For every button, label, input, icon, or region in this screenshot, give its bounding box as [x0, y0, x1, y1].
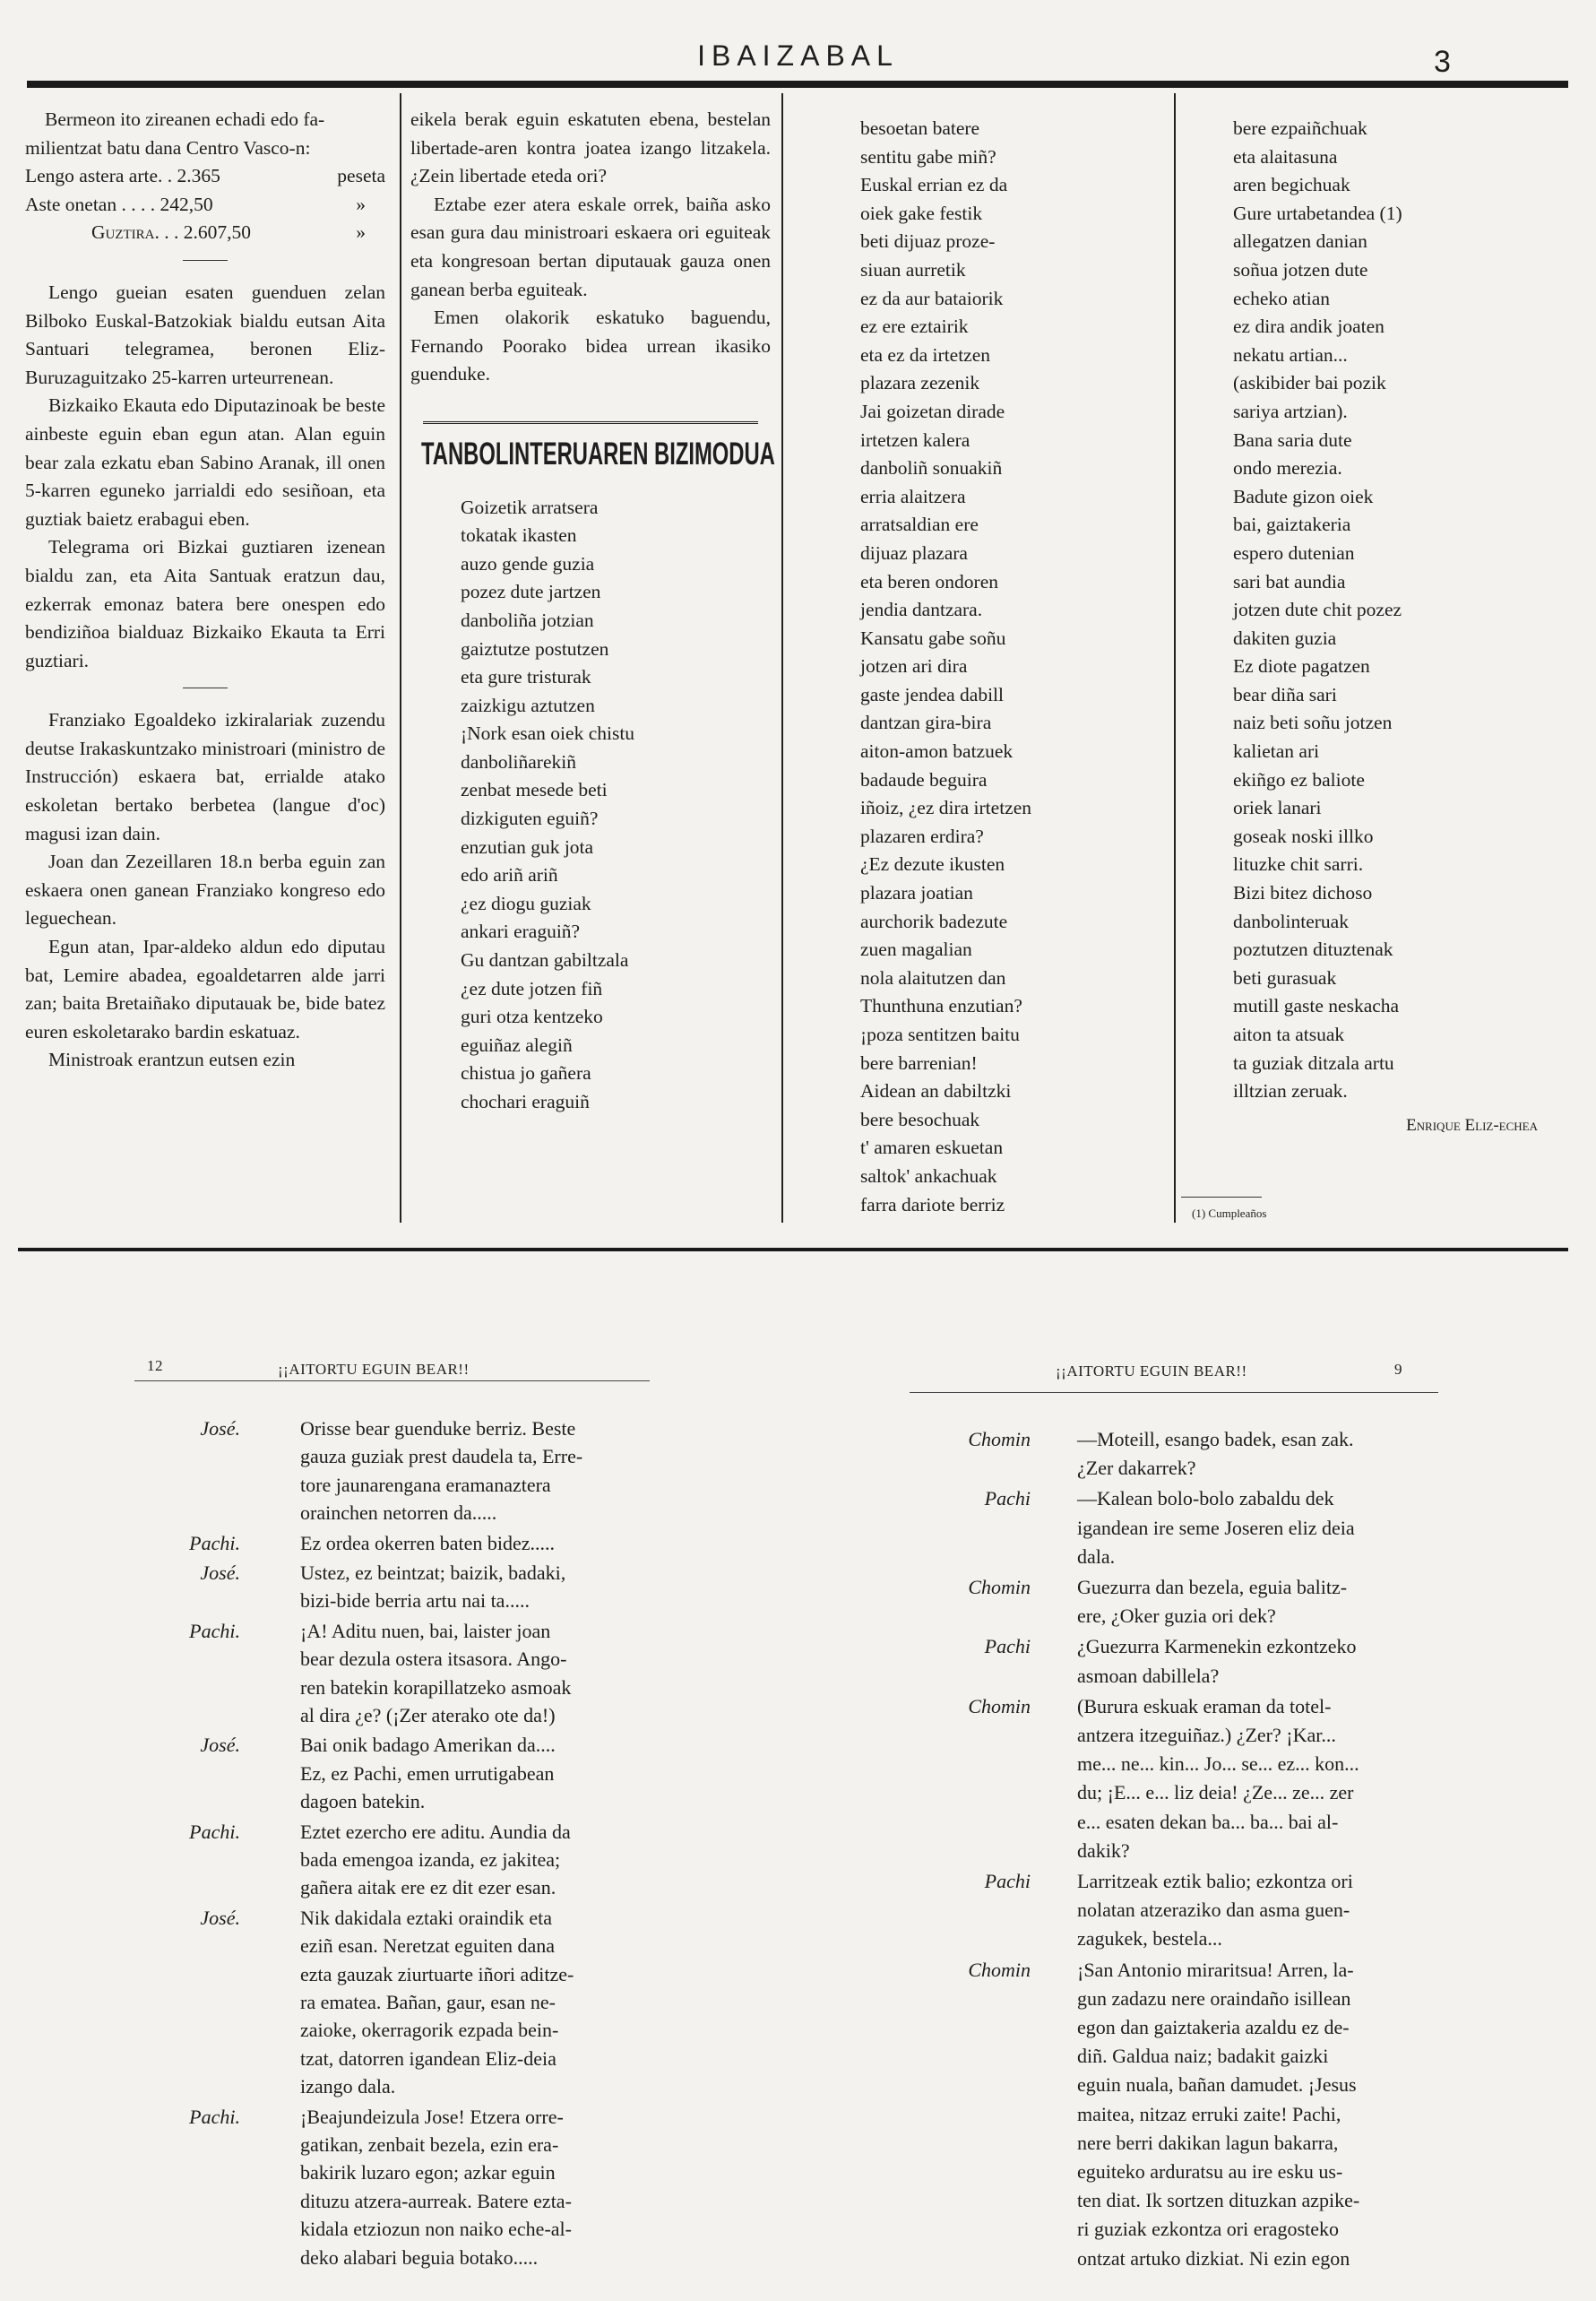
- lower-right-dialogue: [0, 1425, 1596, 2277]
- poem-line: Euskal errian ez da: [860, 174, 1008, 196]
- poem-line: ¡Nork esan oiek chistu: [461, 722, 635, 745]
- dialogue-line: nolatan atzeraziko dan asma guen-: [1077, 1899, 1350, 1922]
- dialogue-line: Ez, ez Pachi, emen urrutigabean: [300, 1761, 555, 1785]
- poem-line: erria alaitzera: [860, 485, 966, 507]
- paragraph: Eztabe ezer atera eskale orrek, baiña asko esan gura dau ministroari eskaera ori eguiteak eta kongresoan bertan diputauak gauza onen ganean berba eguiteak.: [410, 193, 771, 300]
- dialogue-line: bada emengoa izanda, ez jakitea;: [300, 1848, 561, 1871]
- dialogue-line: ¿Zer dakarrek?: [1077, 1457, 1196, 1480]
- dialogue-line: dituzu atzera-aurreak. Batere ezta-: [300, 2189, 572, 2212]
- dialogue-line: ¡San Antonio miraritsua! Arren, la-: [1077, 1958, 1354, 1981]
- poem-line: ez da aur bataiorik: [860, 287, 1004, 309]
- poem-line: ez ere eztairik: [860, 316, 969, 338]
- poem-line: dijuaz plazara: [860, 541, 968, 564]
- poem-line: allegatzen danian: [1233, 230, 1367, 253]
- poem-line: irtetzen kalera: [860, 428, 971, 451]
- row-label: Aste onetan . . . . 242,50: [25, 193, 213, 215]
- dialogue-line: (Burura eskuak eraman da totel-: [1077, 1694, 1332, 1717]
- header-rule: [27, 81, 1568, 88]
- poem-line: oiek gake festik: [860, 202, 983, 224]
- subscription-row: [25, 162, 385, 191]
- paragraph: Bizkaiko Ekauta edo Diputazinoak be beste ainbeste eguin eban egun atan. Alan eguin bear zala ezkatu eban Sabino Aranak, ill onen 5-karren eguneko jarrialdi edo sesiñoan, eta guztiak baietz erabagui eben.: [25, 394, 385, 530]
- dialogue-line: —Moteill, esango badek, esan zak.: [1077, 1428, 1354, 1450]
- intro-line: milientzat batu dana Centro Vasco-n:: [25, 136, 311, 159]
- speaker-name: José.: [200, 1906, 240, 1929]
- dialogue-line: dagoen batekin.: [300, 1790, 426, 1813]
- dialogue-line: ren batekin korapillatzeko asmoak: [300, 1675, 572, 1699]
- dialogue-line: ¡A! Aditu nuen, bai, laister joan: [300, 1619, 551, 1642]
- poem-line: Ez diote pagatzen: [1233, 655, 1370, 678]
- poem-line: beti dijuaz proze-: [860, 230, 996, 253]
- poem-line: guri otza kentzeko: [461, 1006, 603, 1028]
- poem-line: eguiñaz alegiñ: [461, 1034, 573, 1056]
- lower-right-page-number: 9: [1394, 1361, 1402, 1378]
- column-divider: [781, 93, 783, 1223]
- lower-right-header-rule: [910, 1392, 1438, 1393]
- speaker-name: Pachi.: [189, 1619, 240, 1642]
- dialogue-line: Larritzeak eztik balio; ezkontza ori: [1077, 1870, 1353, 1892]
- dialogue-line: bakirik luzaro egon; azkar eguin: [300, 2161, 556, 2184]
- poem-line: siuan aurretik: [860, 258, 966, 281]
- dialogue-line: ezta gauzak ziurtuarte iñori aditze-: [300, 1962, 574, 1985]
- dialogue-line: igandean ire seme Joseren eliz deia: [1077, 1516, 1355, 1539]
- column-2: [410, 106, 775, 1117]
- poem-line: gaste jendea dabill: [860, 683, 1004, 705]
- intro-line: Bermeon ito zireanen echadi edo fa-: [45, 108, 325, 130]
- subscription-row: [25, 191, 385, 220]
- dialogue-line: tore jaunarengana eramanaztera: [300, 1473, 551, 1496]
- poem-line: Gu dantzan gabiltzala: [461, 949, 629, 972]
- row-unit: peseta: [337, 165, 385, 187]
- poem-line: t' amaren eskuetan: [860, 1137, 1004, 1159]
- poem-line: chochari eraguiñ: [461, 1091, 590, 1112]
- poem-column-2: [410, 494, 771, 1117]
- poem-line: Thunthuna enzutian?: [860, 995, 1022, 1017]
- poem-line: ekiñgo ez baliote: [1233, 768, 1365, 791]
- poem-line: bear diña sari: [1233, 683, 1337, 705]
- speaker-name: Pachi.: [189, 1820, 240, 1843]
- poem-line: sentitu gabe miñ?: [860, 145, 996, 168]
- poem-line: eta ez da irtetzen: [860, 343, 991, 366]
- dialogue-line: ra ematea. Bañan, gaur, esan ne-: [300, 1991, 556, 2013]
- dialogue-line: Guezurra dan bezela, eguia balitz-: [1077, 1576, 1348, 1598]
- dialogue-line: ten diat. Ik sortzen dituzkan azpike-: [1077, 2189, 1360, 2212]
- poem-line: jotzen ari dira: [860, 655, 968, 678]
- dialogue-line: kidala etziozun non naiko eche-al-: [300, 2218, 572, 2241]
- poem-line: ¿ez diogu guziak: [461, 892, 591, 914]
- dialogue-line: Nik dakidala eztaki oraindik eta: [300, 1906, 552, 1929]
- poem-line: soñua jotzen dute: [1233, 258, 1368, 281]
- dialogue-line: ¿Guezurra Karmenekin ezkontzeko: [1077, 1635, 1357, 1658]
- poem-line: aiton-amon batzuek: [860, 740, 1014, 763]
- paragraph: Egun atan, Ipar-aldeko aldun edo diputau bat, Lemire abadea, egoaldetarren alde jarri zan; baita Bretaiñako diputauak be, bide batez euren eskoletarako bardin eskatuaz.: [25, 936, 385, 1042]
- separator: [183, 260, 228, 261]
- poem-line: arratsaldian ere: [860, 514, 979, 536]
- speaker-name: José.: [200, 1734, 240, 1757]
- poem-line: edo ariñ ariñ: [461, 864, 558, 887]
- poem-line: Bizi bitez dichoso: [1233, 882, 1373, 904]
- poem-line: besoetan batere: [860, 117, 980, 139]
- poem-line: lituzke chit sarri.: [1233, 853, 1364, 876]
- paragraph: Telegrama ori Bizkai guztiaren izenean bialdu zan, eta Aita Santuak eratzun dau, ezkerrak emonaz batera bere onespen edo bendiziñoa bialduaz Bizkaiko Ekauta ta Erri guztiari.: [25, 536, 385, 671]
- row-label: Guztira. . . 2.607,50: [91, 221, 252, 244]
- poem-line: aren begichuak: [1233, 174, 1350, 196]
- poem-line: eta gure tristurak: [461, 666, 591, 688]
- dialogue-line: e... esaten dekan ba... ba... bai al-: [1077, 1810, 1339, 1833]
- dialogue-line: antzera itzeguiñaz.) ¿Zer? ¡Kar...: [1077, 1724, 1336, 1746]
- poem-line: pozez dute jartzen: [461, 581, 601, 603]
- poem-line: eta alaitasuna: [1233, 145, 1338, 168]
- speaker-name: Pachi: [984, 1870, 1031, 1892]
- poem-line: jendia dantzara.: [860, 599, 983, 621]
- poem-line: ondo merezia.: [1233, 457, 1342, 480]
- paragraph: Emen olakorik eskatuko baguendu, Fernando Poorako bidea urrean ikasiko guenduke.: [410, 307, 771, 385]
- row-unit: »: [356, 221, 366, 244]
- speaker-name: Chomin: [968, 1428, 1031, 1450]
- lower-left-header-rule: [134, 1380, 650, 1381]
- dialogue-line: Bai onik badago Amerikan da....: [300, 1734, 556, 1757]
- dialogue-line: Eztet ezercho ere aditu. Aundia da: [300, 1820, 571, 1843]
- poem-line: ¿Ez dezute ikusten: [860, 853, 1005, 876]
- poem-line: danbolinteruak: [1233, 910, 1349, 932]
- poem-line: badaude beguira: [860, 768, 988, 791]
- dialogue-line: Orisse bear guenduke berriz. Beste: [300, 1417, 576, 1440]
- dialogue-line: izango dala.: [300, 2075, 396, 2098]
- poem-line: zuen magalian: [860, 939, 972, 961]
- speaker-name: Chomin: [968, 1694, 1031, 1717]
- row-unit: »: [356, 193, 366, 215]
- column-3: [860, 115, 1156, 1219]
- dialogue-line: diñ. Galdua naiz; badakit gaizki: [1077, 2045, 1329, 2068]
- poem-line: Badute gizon oiek: [1233, 485, 1374, 507]
- poem-line: Bana saria dute: [1233, 428, 1352, 451]
- dialogue-line: bizi-bide berria artu nai ta.....: [300, 1589, 530, 1613]
- speaker-name: Pachi: [984, 1635, 1031, 1658]
- column-4: [1233, 115, 1574, 1139]
- poem-line: Goizetik arratsera: [461, 496, 599, 518]
- poem-line: dakiten guzia: [1233, 627, 1337, 649]
- dialogue-line: gauza guziak prest daudela ta, Erre-: [300, 1445, 583, 1468]
- dialogue-line: egon dan gaiztakeria azaldu ez de-: [1077, 2016, 1350, 2038]
- poem-line: bere ezpaiñchuak: [1233, 117, 1367, 139]
- poem-line: nola alaitutzen dan: [860, 966, 1006, 989]
- lower-right-running-title: ¡¡AITORTU EGUIN BEAR!!: [1056, 1362, 1247, 1380]
- poem-column-3: [860, 115, 1156, 1219]
- dialogue-line: Ez ordea okerren baten bidez.....: [300, 1531, 556, 1554]
- poem-line: mutill gaste neskacha: [1233, 995, 1400, 1017]
- footnote-rule: [1181, 1197, 1262, 1198]
- poem-line: danboliñarekiñ: [461, 750, 576, 773]
- poem-line: ¡poza sentitzen baitu: [860, 1024, 1020, 1045]
- poem-line: echeko atian: [1233, 287, 1331, 309]
- poem-line: plazara joatian: [860, 882, 973, 904]
- paragraph: Lengo gueian esaten guenduen zelan Bilboko Euskal-Batzokiak bialdu eutsan Aita Santuari telegramea, beronen Eliz-Buruzaguitzako 25-karren urteurrenean.: [25, 281, 385, 388]
- title-rule: [423, 421, 758, 424]
- poem-line: kalietan ari: [1233, 740, 1320, 763]
- paragraph: Franziako Egoaldeko izkiralariak zuzendu deutse Irakaskuntzako ministroari (ministro de Instrucción) eskaera bat, errialde atako eskoletan bertako berbetea (langue d'oc) magusi izan dain.: [25, 709, 385, 844]
- subscription-total-row: [25, 219, 385, 247]
- dialogue-line: tzat, datorren igandean Eliz-deia: [300, 2046, 556, 2070]
- poem-line: tokatak ikasten: [461, 524, 577, 547]
- poem-line: auzo gende guzia: [461, 552, 595, 575]
- poem-line: aiton ta atsuak: [1233, 1024, 1345, 1045]
- poem-line: ez dira andik joaten: [1233, 316, 1385, 338]
- dialogue-line: deko alabari beguia botako.....: [300, 2245, 539, 2269]
- poem-line: naiz beti soñu jotzen: [1233, 712, 1393, 734]
- poem-line: chistua jo gañera: [461, 1062, 591, 1085]
- footnote: (1) Cumpleaños: [1192, 1207, 1267, 1220]
- dialogue-line: eguin nuala, bañan damudet. ¡Jesus: [1077, 2073, 1357, 2097]
- poem-line: jotzen dute chit pozez: [1233, 599, 1402, 621]
- paragraph: Joan dan Zezeillaren 18.n berba eguin zan eskaera onen ganean Franziako kongreso edo leguechean.: [25, 851, 385, 930]
- poem-line: zenbat mesede beti: [461, 779, 608, 801]
- poem-line: bere barrenian!: [860, 1051, 978, 1074]
- dialogue-line: orainchen netorren da.....: [300, 1501, 497, 1525]
- poem-line: saltok' ankachuak: [860, 1164, 997, 1187]
- poem-line: illtzian zeruak.: [1233, 1080, 1348, 1103]
- poem-line: farra dariote berriz: [860, 1193, 1005, 1215]
- paragraph: Ministroak erantzun eutsen ezin: [48, 1049, 296, 1071]
- poem-line: nekatu artian...: [1233, 343, 1348, 366]
- poem-line: Jai goizetan dirade: [860, 400, 1005, 422]
- poem-line: danboliña jotzian: [461, 609, 594, 631]
- speaker-name: Chomin: [968, 1958, 1031, 1981]
- poem-line: danboliñ sonuakiñ: [860, 457, 1003, 480]
- poem-line: enzutian guk jota: [461, 835, 594, 858]
- dialogue-line: zagukek, bestela...: [1077, 1927, 1222, 1951]
- poem-line: ta guziak ditzala artu: [1233, 1051, 1394, 1074]
- speaker-name: Chomin: [968, 1576, 1031, 1598]
- poem-line: Gure urtabetandea (1): [1233, 202, 1402, 224]
- poem-line: sariya artzian).: [1233, 400, 1348, 422]
- speaker-name: José.: [200, 1561, 240, 1584]
- poem-line: dizkiguten eguiñ?: [461, 808, 599, 830]
- dialogue-line: nere berri dakikan lagun bakarra,: [1077, 2131, 1339, 2154]
- signature: Enrique Eliz-echea: [1406, 1115, 1538, 1135]
- dialogue-line: bear dezula ostera itsasora. Ango-: [300, 1648, 567, 1671]
- poem-line: beti gurasuak: [1233, 966, 1337, 989]
- poem-line: aurchorik badezute: [860, 910, 1008, 932]
- dialogue-line: du; ¡E... e... liz deia! ¿Ze... ze... zer: [1077, 1781, 1354, 1804]
- speaker-name: Pachi.: [189, 1531, 240, 1554]
- column-divider: [1174, 93, 1176, 1223]
- row-label: Lengo astera arte. . 2.365: [25, 165, 220, 187]
- dialogue-line: maitea, nitzaz erruki zaite! Pachi,: [1077, 2102, 1342, 2125]
- poem-line: iñoiz, ¿ez dira irtetzen: [860, 797, 1032, 819]
- dialogue-line: dakik?: [1077, 1838, 1130, 1862]
- dialogue-line: ere, ¿Oker guzia ori dek?: [1077, 1605, 1276, 1628]
- poem-line: goseak noski illko: [1233, 825, 1374, 847]
- dialogue-line: ¡Beajundeizula Jose! Etzera orre-: [300, 2105, 564, 2128]
- dialogue-line: —Kalean bolo-bolo zabaldu dek: [1077, 1487, 1334, 1510]
- lower-left-running-title: ¡¡AITORTU EGUIN BEAR!!: [278, 1361, 470, 1378]
- poem-line: dantzan gira-bira: [860, 712, 992, 734]
- dialogue-line: gañera aitak ere ez dit ezer esan.: [300, 1876, 556, 1899]
- poem-column-4: [1233, 115, 1574, 1106]
- poem-line: gaiztutze postutzen: [461, 637, 609, 660]
- column-divider: [400, 93, 401, 1223]
- speaker-name: Pachi: [984, 1487, 1031, 1510]
- page-header-title: IBAIZABAL: [697, 39, 899, 72]
- page-number: 3: [1434, 45, 1451, 79]
- poem-line: sari bat aundia: [1233, 570, 1346, 593]
- poem-line: plazaren erdira?: [860, 825, 984, 847]
- dialogue-line: ontzat artuko dizkiat. Ni ezin egon: [1077, 2246, 1350, 2270]
- poem-line: oriek lanari: [1233, 797, 1322, 819]
- poem-line: bere besochuak: [860, 1108, 980, 1130]
- dialogue-line: gatikan, zenbait bezela, ezin era-: [300, 2133, 559, 2156]
- speaker-name: José.: [200, 1417, 240, 1440]
- section-rule: [18, 1248, 1568, 1251]
- dialogue-line: al dira ¿e? (¡Zer aterako ote da!): [300, 1704, 556, 1726]
- poem-line: Aidean an dabiltzki: [860, 1080, 1012, 1103]
- column-1: [25, 106, 385, 1075]
- poem-line: bai, gaiztakeria: [1233, 514, 1351, 536]
- dialogue-line: eguiteko arduratsu au ire esku us-: [1077, 2160, 1343, 2183]
- poem-line: poztutzen dituztenak: [1233, 939, 1393, 961]
- dialogue-line: ri guziak ezkontza ori eragosteko: [1077, 2218, 1339, 2241]
- dialogue-line: me... ne... kin... Jo... se... ez... kon...: [1077, 1752, 1359, 1776]
- dialogue-line: gun zadazu nere oraindaño isillean: [1077, 1986, 1351, 2010]
- dialogue-line: asmoan dabillela?: [1077, 1664, 1220, 1687]
- dialogue-line: Ustez, ez beintzat; baizik, badaki,: [300, 1561, 566, 1584]
- poem-line: ankari eraguiñ?: [461, 921, 581, 943]
- dialogue-line: zaioke, okerragorik ezpada bein-: [300, 2019, 559, 2042]
- poem-line: plazara zezenik: [860, 372, 980, 394]
- poem-line: Kansatu gabe soñu: [860, 627, 1006, 649]
- article-title: TANBOLINTERUAREN BIZIMODUA: [421, 436, 775, 471]
- lower-left-page-number: 12: [147, 1357, 163, 1374]
- paragraph: eikela berak eguin eskatuten ebena, bestelan libertade-aren kontra joatea izango litzakela. ¿Zein libertade eteda ori?: [410, 108, 771, 187]
- poem-line: ¿ez dute jotzen fiñ: [461, 977, 603, 999]
- poem-line: zaizkigu aztutzen: [461, 694, 595, 716]
- poem-line: eta beren ondoren: [860, 570, 999, 593]
- speaker-name: Pachi.: [189, 2105, 240, 2128]
- poem-line: espero dutenian: [1233, 541, 1355, 564]
- dialogue-line: eziñ esan. Neretzat eguiten dana: [300, 1934, 556, 1958]
- poem-line: (askibider bai pozik: [1233, 372, 1386, 394]
- dialogue-line: dala.: [1077, 1544, 1116, 1568]
